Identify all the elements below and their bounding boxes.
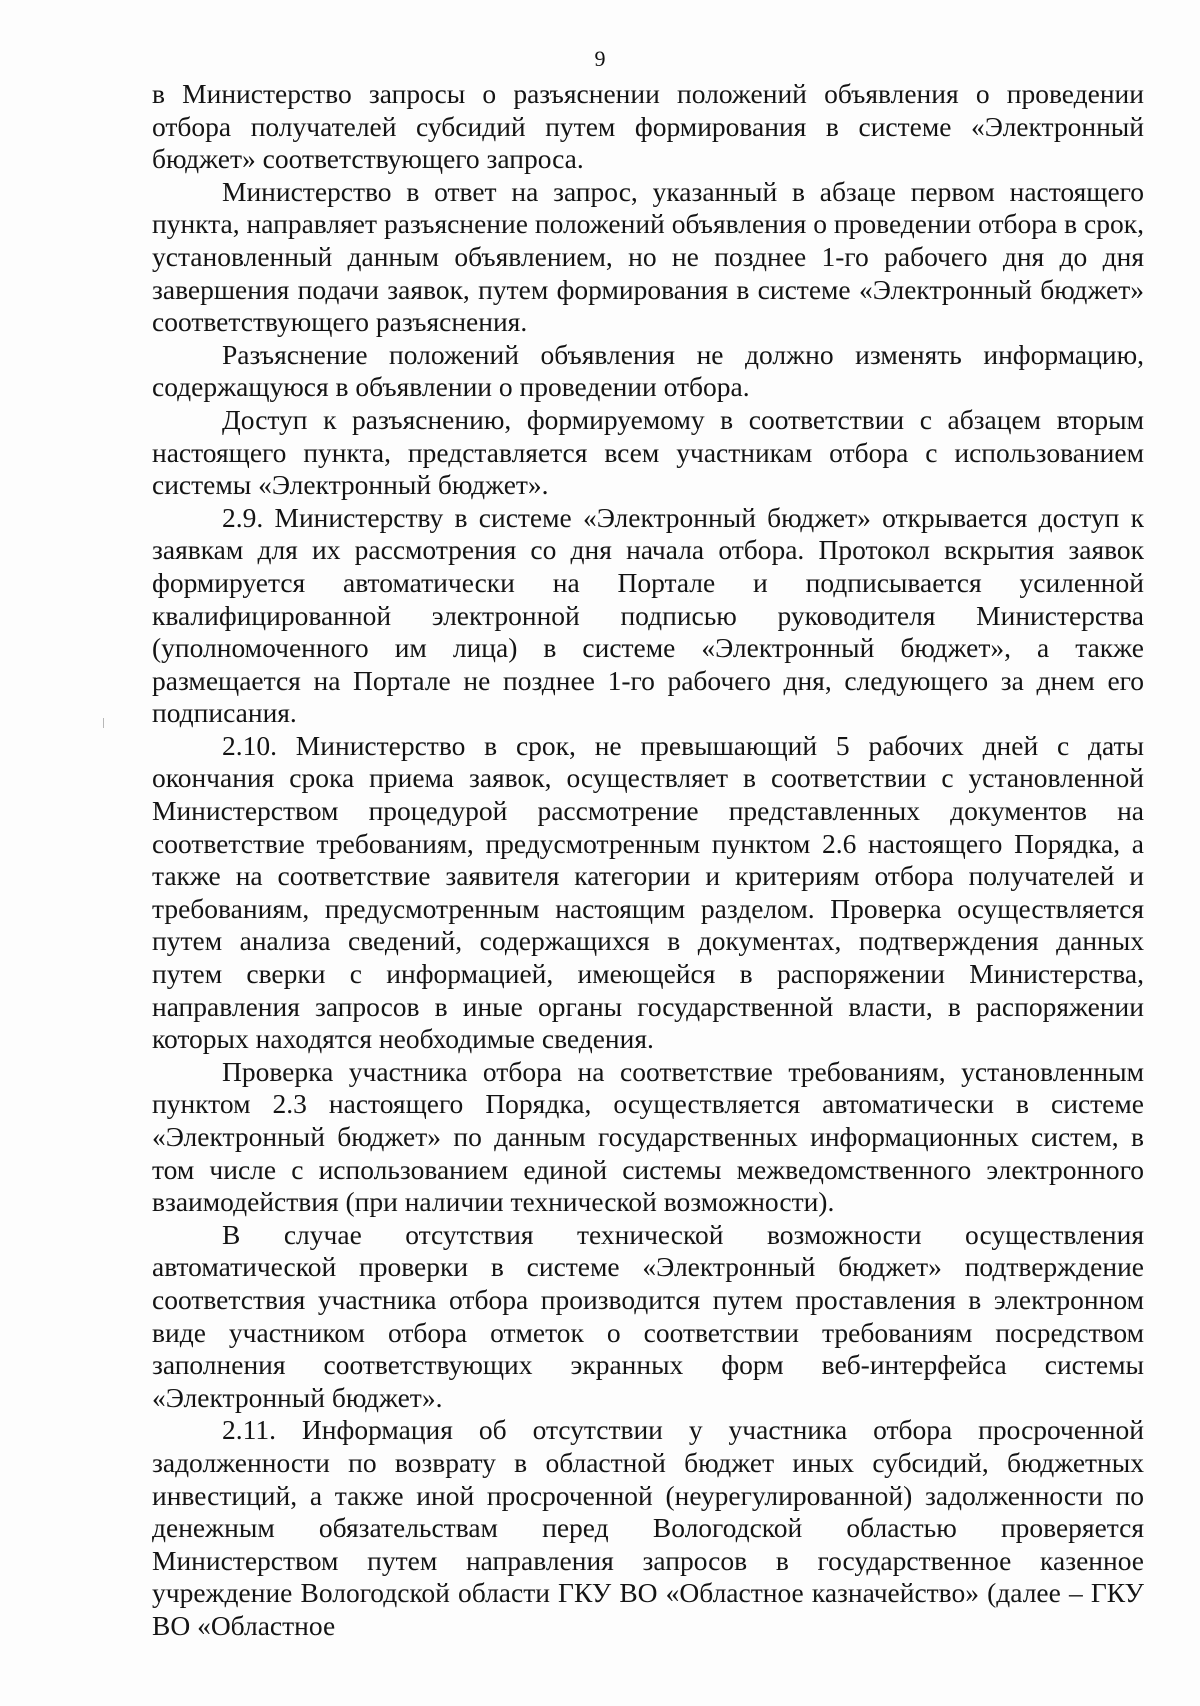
paragraph-section-2-10: 2.10. Министерство в срок, не превышающий 5 рабочих дней с даты окончания срока приема заявок, осуществляет в соответствии с установленной Министерством процедурой рассмотрение представленных документов на соответствие требованиям, предусмотренным пунктом 2.6 настоящего Порядка, а также на соответствие заявителя категории и критериям отбора получателей и требованиям, предусмотренным настоящим разделом. Проверка осуществляется путем анализа сведений, содержащихся в документах, подтверждения данных путем сверки с информацией, имеющейся в распоряжении Министерства, направления запросов в иные органы государственной власти, в распоряжении которых находятся необходимые сведения. [152, 729, 1144, 1055]
paragraph-section-2-11: 2.11. Информация об отсутствии у участника отбора просроченной задолженности по возврату в областной бюджет иных субсидий, бюджетных инвестиций, а также иной просроченной (неурегулированной) задолженности по денежным обязательствам перед Вологодской областью проверяется Министерством путем направления запросов в государственное казенное учреждение Вологодской области ГКУ ВО «Областное казначейство» (далее – ГКУ ВО «Областное [152, 1414, 1144, 1641]
document-body [152, 78, 1144, 1643]
paragraph-participant-check: Проверка участника отбора на соответствие требованиям, установленным пунктом 2.3 настоящего Порядка, осуществляется автоматически в системе «Электронный бюджет» по данным государственных информационных систем, в том числе с использованием единой системы межведомственного электронного взаимодействия (при наличии технической возможности). [152, 1055, 1144, 1218]
paragraph-clarification-limits: Разъяснение положений объявления не должно изменять информацию, содержащуюся в объявлении о проведении отбора. [152, 338, 1144, 403]
page-number: 9 [594, 46, 606, 71]
paragraph-section-2-9: 2.9. Министерству в системе «Электронный бюджет» открывается доступ к заявкам для их рассмотрения со дня начала отбора. Протокол вскрытия заявок формируется автоматически на Портале и подписывается усиленной квалифицированной электронной подписью руководителя Министерства (уполномоченного им лица) в системе «Электронный бюджет», а также размещается на Портале не позднее 1-го рабочего дня, следующего за днем его подписания. [152, 501, 1144, 729]
scan-artifact [103, 718, 104, 728]
paragraph-ministry-response: Министерство в ответ на запрос, указанный в абзаце первом настоящего пункта, направляет разъяснение положений объявления о проведении отбора в срок, установленный данным объявлением, но не позднее 1-го рабочего дня до дня завершения подачи заявок, путем формирования в системе «Электронный бюджет» соответствующего разъяснения. [152, 175, 1144, 338]
paragraph-continuation: в Министерство запросы о разъяснении положений объявления о проведении отбора получателей субсидий путем формирования в системе «Электронный бюджет» соответствующего запроса. [152, 78, 1144, 175]
paragraph-clarification-access: Доступ к разъяснению, формируемому в соответствии с абзацем вторым настоящего пункта, представляется всем участникам отбора с использованием системы «Электронный бюджет». [152, 403, 1144, 501]
paragraph-manual-check: В случае отсутствия технической возможности осуществления автоматической проверки в системе «Электронный бюджет» подтверждение соответствия участника отбора производится путем проставления в электронном виде участником отбора отметок о соответствии требованиям посредством заполнения соответствующих экранных форм веб-интерфейса системы «Электронный бюджет». [152, 1218, 1144, 1413]
